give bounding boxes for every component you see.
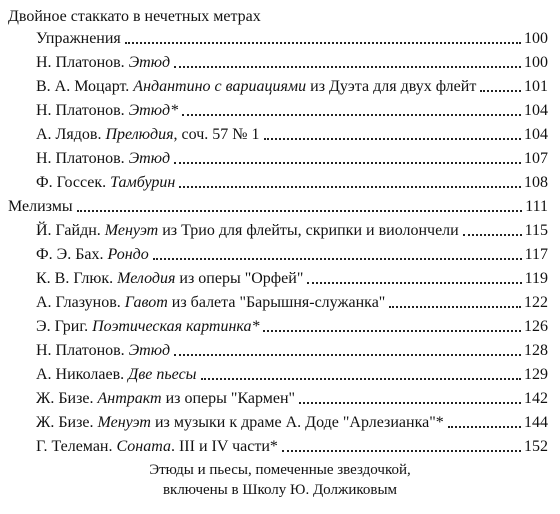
- toc-entry-text: из балета "Барышня-служанка": [167, 294, 386, 311]
- toc-entry: [36, 122, 548, 144]
- toc-page-number: 100: [524, 54, 548, 71]
- toc-entry-title: [36, 78, 476, 96]
- toc-entry-title: [36, 126, 260, 144]
- toc-entry-text: Э. Григ.: [36, 318, 93, 335]
- dot-leader: [282, 450, 521, 452]
- toc-entry-text: Н. Платонов.: [36, 54, 129, 71]
- toc-entry-title: [36, 366, 197, 384]
- toc-entry-text: Мелизмы: [8, 198, 73, 215]
- toc-entry-text: из оперы "Орфей": [175, 270, 304, 287]
- toc-entry-work-title: Прелюдия: [105, 126, 174, 143]
- toc-page-number: 104: [524, 102, 548, 119]
- toc-entry-work-title: Тамбурин: [110, 174, 176, 191]
- toc-entry: [8, 194, 548, 216]
- toc-entry-title: [36, 30, 121, 48]
- toc-entry: [36, 338, 548, 360]
- toc-page-number: 108: [524, 174, 548, 191]
- toc-entry-work-title: Рондо: [107, 246, 149, 263]
- toc-entry-text: Н. Платонов.: [36, 150, 129, 167]
- toc-entry-text: Ф. Э. Бах.: [36, 246, 108, 263]
- toc-entry-title: [36, 54, 170, 72]
- toc-page-number: 142: [524, 390, 548, 407]
- footnote-line-1: Этюды и пьесы, помеченные звездочкой,: [149, 462, 411, 478]
- toc-entry: [36, 386, 548, 408]
- toc-entry-work-title: Менуэт: [97, 414, 151, 431]
- toc-entry-title: [36, 318, 259, 336]
- toc-entry-text: А. Глазунов.: [36, 294, 125, 311]
- dot-leader: [125, 42, 521, 44]
- toc-entry-text: Ф. Госсек.: [36, 174, 111, 191]
- toc-page-number: 128: [524, 342, 548, 359]
- toc-entry-text: К. В. Глюк.: [36, 270, 118, 287]
- toc-entry-title: [36, 102, 178, 120]
- toc-page-number: 119: [524, 270, 548, 287]
- toc-page-number: 129: [524, 366, 548, 383]
- toc-entry-text: А. Николаев.: [36, 366, 129, 383]
- toc-entry-title: [36, 414, 444, 432]
- toc-entry-text: Упражнения: [36, 30, 121, 47]
- toc-page-number: 101: [524, 78, 548, 95]
- toc-entry-work-title: Этюд: [128, 54, 171, 71]
- toc-entry-text: . III и IV части*: [170, 438, 278, 455]
- toc-entry-work-title: Этюд: [128, 150, 171, 167]
- toc-page-number: 107: [524, 150, 548, 167]
- toc-entry-work-title: Две пьесы: [128, 366, 197, 383]
- toc-entry: [36, 98, 548, 120]
- toc-entry-title: [36, 294, 385, 312]
- toc-page-number: 117: [524, 246, 548, 263]
- toc-entry-title: [36, 222, 459, 240]
- dot-leader: [153, 258, 522, 260]
- dot-leader: [263, 330, 521, 332]
- dot-leader: [174, 162, 521, 164]
- toc-entry-title: [36, 390, 295, 408]
- toc-entry-title: [36, 174, 175, 192]
- toc-entry-title: [36, 438, 278, 456]
- toc-entry: [36, 290, 548, 312]
- dot-leader: [463, 234, 522, 236]
- dot-leader: [174, 354, 521, 356]
- dot-leader: [77, 210, 523, 212]
- dot-leader: [174, 66, 521, 68]
- toc-page-number: 115: [524, 222, 548, 239]
- toc-page-number: 122: [524, 294, 548, 311]
- toc-entry: [36, 434, 548, 456]
- dot-leader: [182, 114, 521, 116]
- toc-entry-text: Ж. Бизе.: [36, 390, 98, 407]
- toc-entry: [36, 410, 548, 432]
- toc-entry-text: Н. Платонов.: [36, 342, 129, 359]
- toc-entry-work-title: Мелодия: [117, 270, 176, 287]
- toc-entry-work-title: Соната: [116, 438, 171, 455]
- toc-entry-title: [36, 150, 170, 168]
- toc-entry-title: [36, 246, 149, 264]
- toc-entry: [36, 74, 548, 96]
- dot-leader: [389, 306, 521, 308]
- toc-entry-work-title: Антракт: [97, 390, 162, 407]
- toc-entry-work-title: Поэтическая картинка*: [92, 318, 260, 335]
- toc-page-number: 152: [524, 438, 548, 455]
- toc-entry-text: А. Лядов.: [36, 126, 106, 143]
- toc-entry-text: Ж. Бизе.: [36, 414, 98, 431]
- toc-entry: [36, 50, 548, 72]
- dot-leader: [264, 138, 521, 140]
- toc-entry: [36, 26, 548, 48]
- footnote: [0, 460, 560, 500]
- dot-leader: [480, 90, 521, 92]
- toc-entry: [36, 242, 548, 264]
- dot-leader: [201, 378, 521, 380]
- toc-entry: [36, 170, 548, 192]
- toc-entry-text: , соч. 57 № 1: [173, 126, 260, 143]
- toc-entry: [36, 362, 548, 384]
- dot-leader: [448, 426, 521, 428]
- toc-entry: [36, 314, 548, 336]
- toc-page-number: 100: [524, 30, 548, 47]
- toc-entry-work-title: Этюд*: [128, 102, 179, 119]
- dot-leader: [179, 186, 521, 188]
- toc-entry-text: Н. Платонов.: [36, 102, 129, 119]
- toc-entry: [36, 146, 548, 168]
- toc-entry: [36, 218, 548, 240]
- toc-entry-text: Г. Телеман.: [36, 438, 117, 455]
- dot-leader: [299, 402, 521, 404]
- section-heading: Двойное стаккато в нечетных метрах: [8, 8, 261, 25]
- toc-entry-text: В. А. Моцарт.: [36, 78, 134, 95]
- toc-entry-work-title: Гавот: [124, 294, 168, 311]
- toc-entry-text: из Трио для флейты, скрипки и виолончели: [158, 222, 459, 239]
- toc-entry-title: [36, 270, 303, 288]
- toc-entry-work-title: Андантино с вариациями: [133, 78, 307, 95]
- toc-entry-work-title: Менуэт: [104, 222, 159, 239]
- toc-page-number: 111: [525, 198, 548, 215]
- footnote-line-2: включены в Школу Ю. Должиковым: [162, 482, 398, 498]
- toc-entry-work-title: Этюд: [128, 342, 171, 359]
- toc-entry-title: [36, 342, 170, 360]
- toc-entry-text: Й. Гайдн.: [36, 222, 105, 239]
- toc-entry-text: из музыки к драме А. Доде "Арлезианка"*: [150, 414, 444, 431]
- dot-leader: [307, 282, 521, 284]
- toc-page-number: 144: [524, 414, 548, 431]
- toc-entry-title: [8, 198, 73, 216]
- toc-entry-text: из оперы "Кармен": [161, 390, 296, 407]
- toc-page-number: 104: [524, 126, 548, 143]
- toc-entry: [36, 266, 548, 288]
- toc-entry-text: из Дуэта для двух флейт: [306, 78, 477, 95]
- toc-page-number: 126: [524, 318, 548, 335]
